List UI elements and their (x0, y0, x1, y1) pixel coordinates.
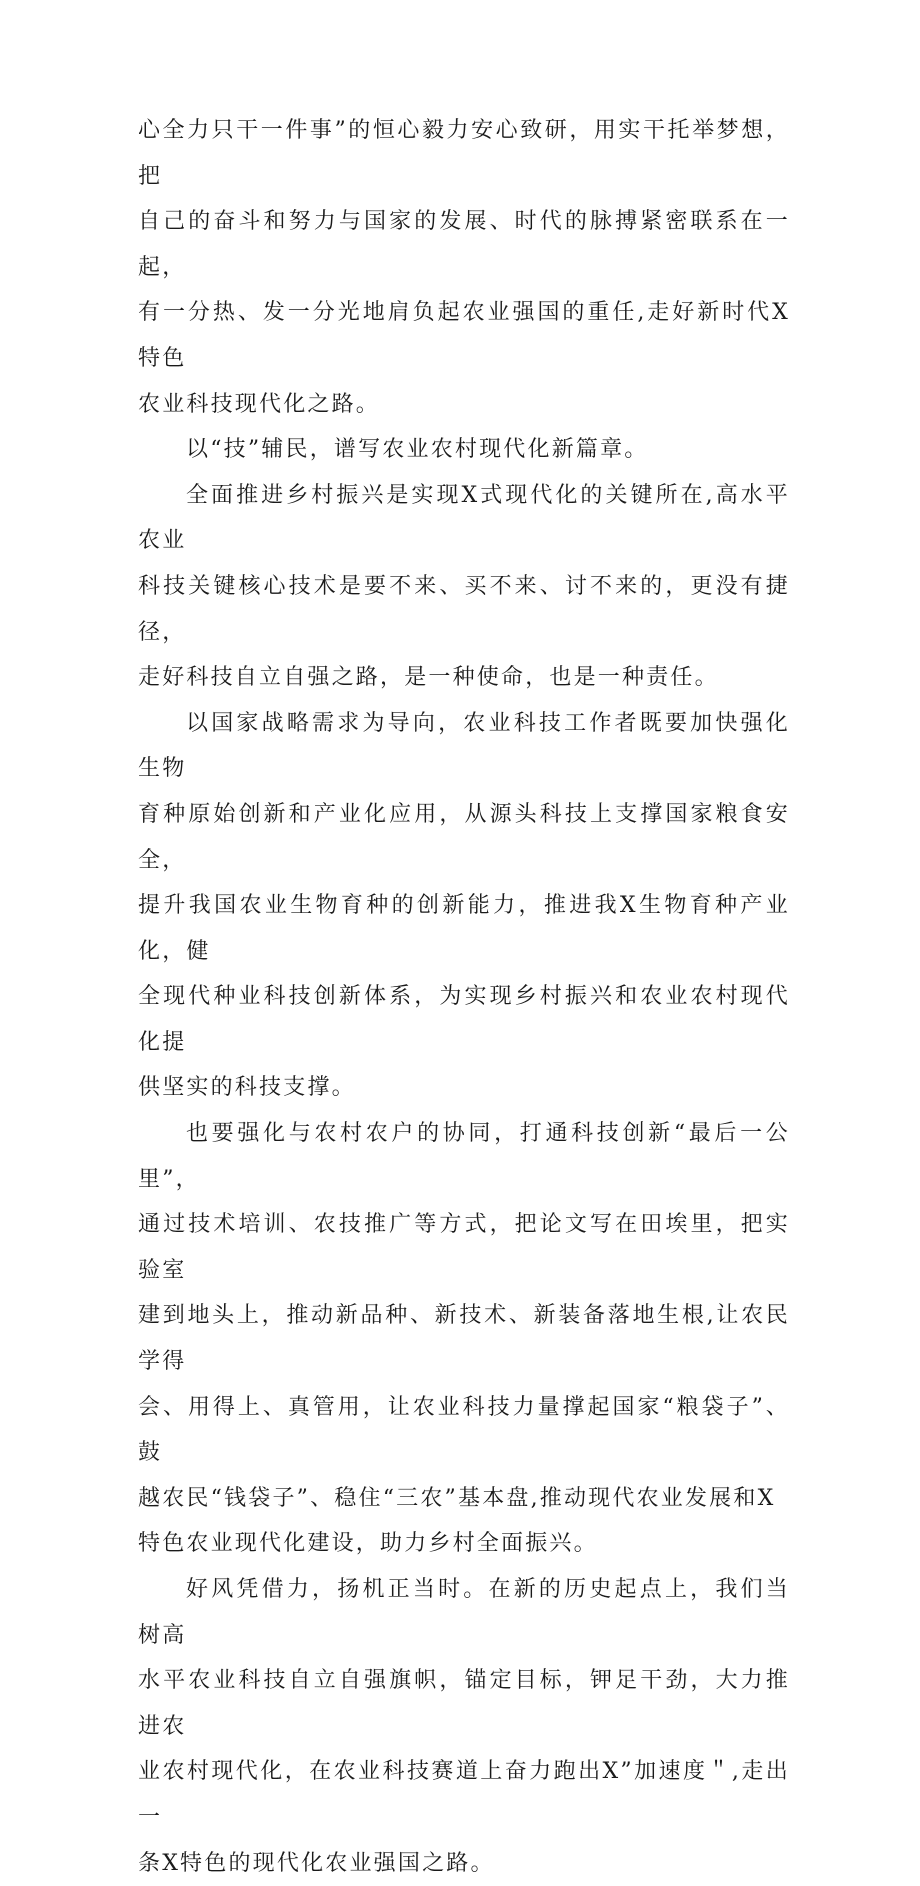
paragraph: 以国家战略需求为导向，农业科技工作者既要加快强化生物 育种原始创新和产业化应用，从源头科技上支撑国家粮食安全， 提升我国农业生物育种的创新能力，推进我X生物育种产业化，健 全现代种业科技创新体系，为实现乡村振兴和农业农村现代化提 供坚实的科技支撑。 (138, 710, 790, 1101)
paragraph: 全面推进乡村振兴是实现X式现代化的关键所在,高水平农业 科技关键核心技术是要不来、买不来、讨不来的，更没有捷径， 走好科技自立自强之路，是一种使命，也是一种责任。 (138, 482, 790, 691)
document-body (138, 108, 790, 1886)
paragraph: 好风凭借力，扬机正当时。在新的历史起点上，我们当树高 水平农业科技自立自强旗帜，锚定目标，钾足干劲，大力推进农 业农村现代化，在农业科技赛道上奋力跑出X”加速度＂,走出一 条X特色的现代化农业强国之路。 (138, 1577, 790, 1876)
paragraph-subheading: 以“技”辅民，谱写农业农村现代化新篇章。 (186, 437, 649, 463)
paragraph: 也要强化与农村农户的协同，打通科技创新“最后一公里”， 通过技术培训、农技推广等方式，把论文写在田埃里，把实验室 建到地头上，推动新品种、新技术、新装备落地生根,让农民学得 会、用得上、真管用，让农业科技力量撑起国家“粮袋子”、鼓 越农民“钱袋子”、稳住“三农”基本盘,推动现代农业发展和X 特色农业现代化建设，助力乡村全面振兴。 (138, 1121, 790, 1557)
paragraph-continued: 心全力只干一件事”的恒心毅力安心致研，用实干托举梦想，把 自己的奋斗和努力与国家的发展、时代的脉搏紧密联系在一起， 有一分热、发一分光地肩负起农业强国的重任,走好新时代X特色 农业科技现代化之路。 (138, 118, 790, 417)
